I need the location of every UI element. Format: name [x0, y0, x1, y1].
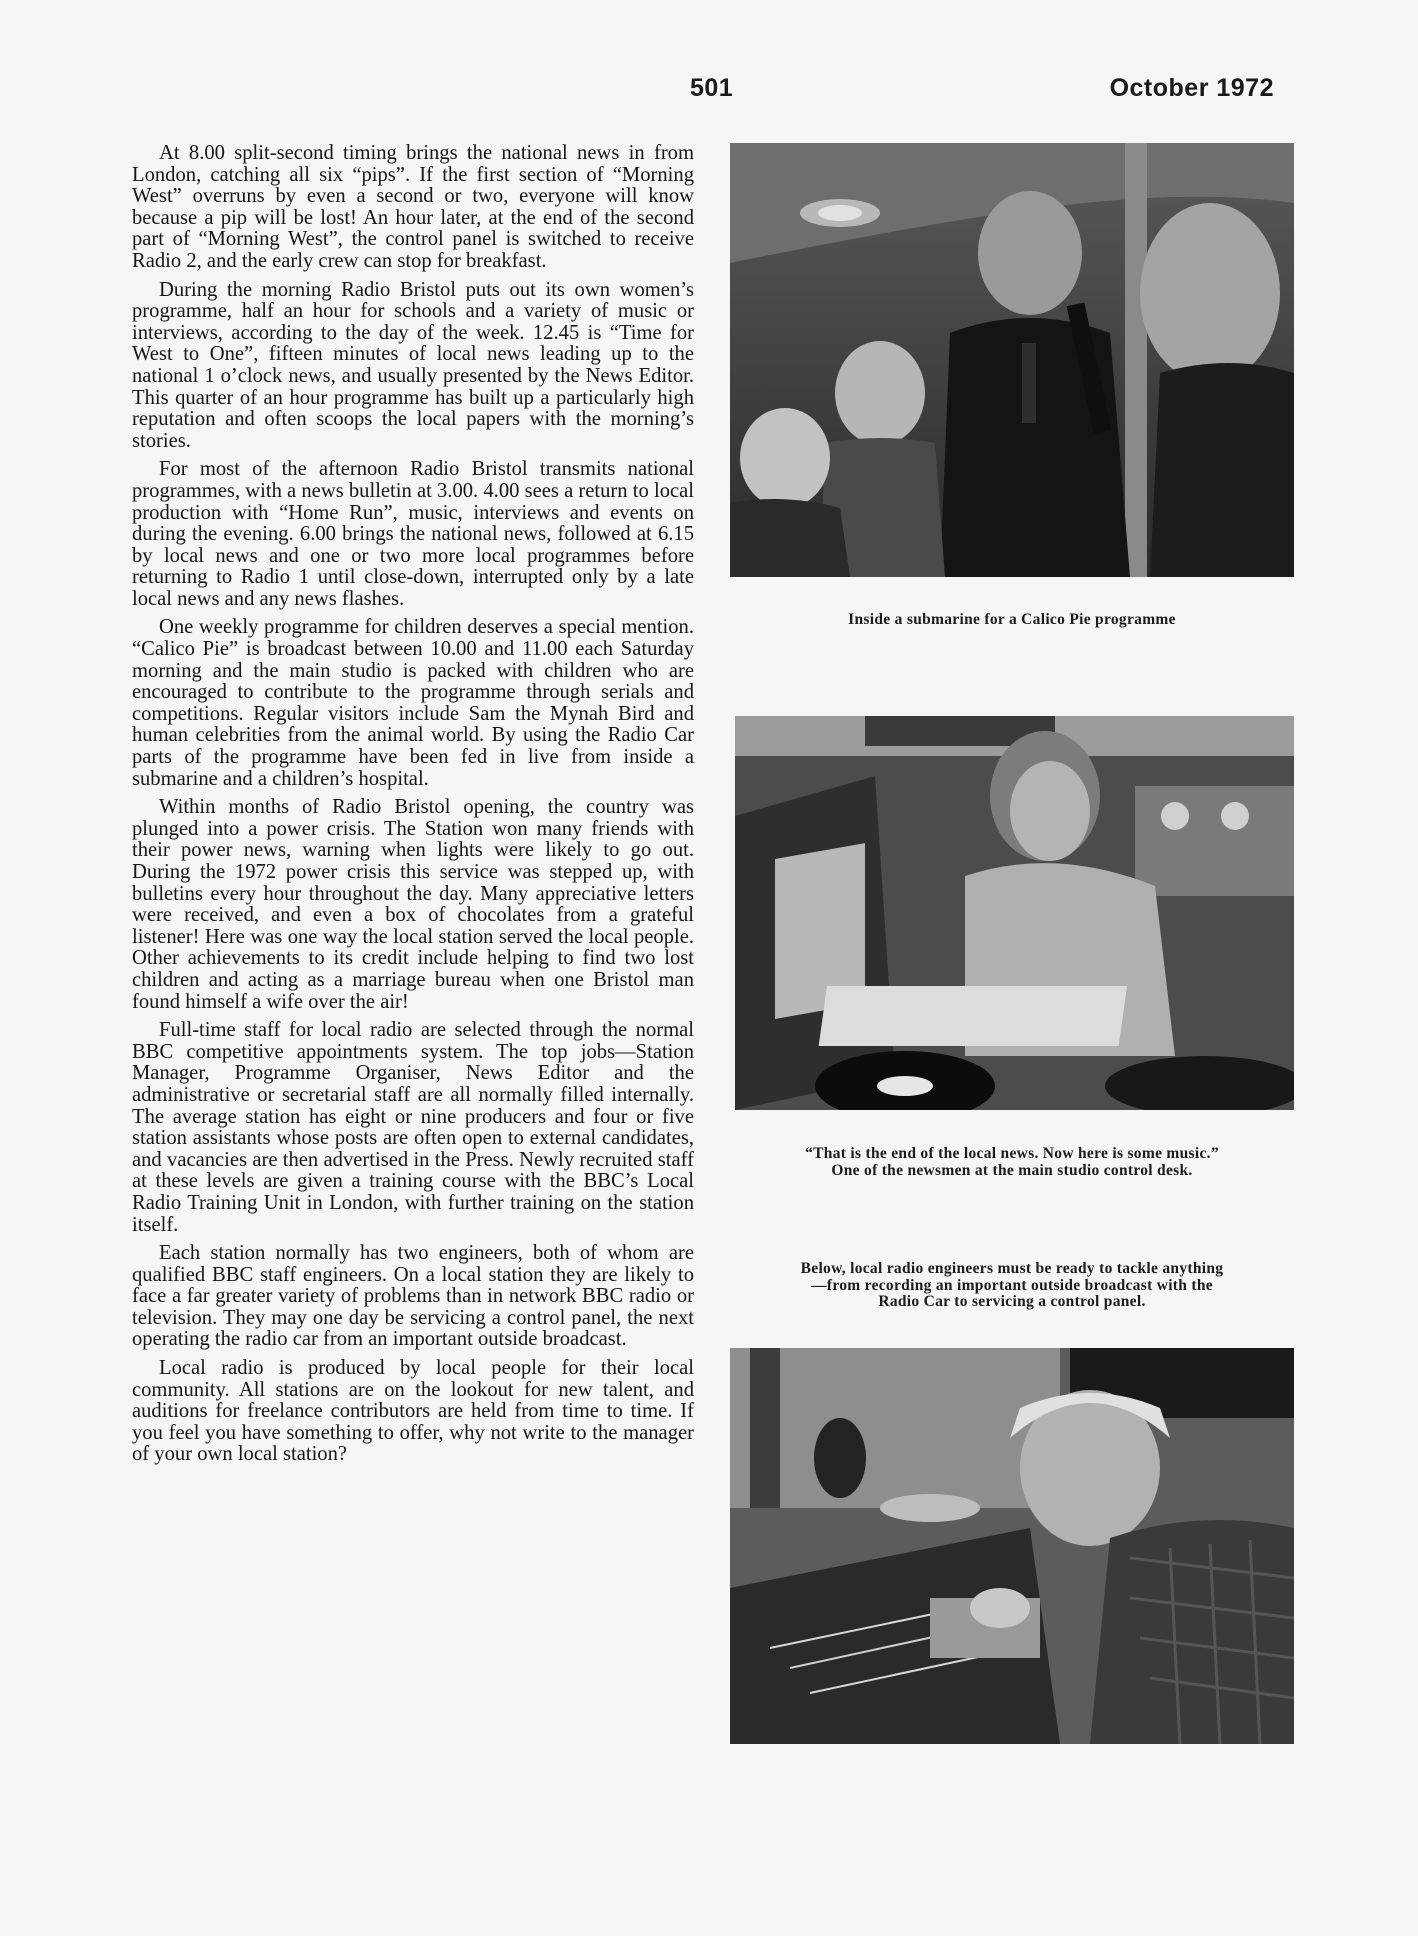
engineer-photo — [730, 1348, 1294, 1744]
studio-desk-caption-line-2: One of the newsmen at the main studio control desk. — [831, 1161, 1193, 1179]
article-paragraph: During the morning Radio Bristol puts out its own women’s programme, half an hour for schools and a variety of music or interviews, according to the day of the week. 12.45 is “Time for West to One”, fifteen minutes of local news leading up to the national 1 o’clock news, and usually presented by the News Editor. This quarter of an hour programme has built up a particularly high reputation and often scoops the local papers with the morning’s stories. — [132, 278, 694, 452]
article-paragraph: For most of the afternoon Radio Bristol transmits national programmes, with a news bulletin at 3.00. 4.00 sees a return to local production with “Home Run”, music, interviews and events on during the evening. 6.00 brings the national news, followed at 6.15 by local news and one or two more local programmes before returning to Radio 1 until close-down, interrupted only by a late local news and any news flashes. — [132, 458, 694, 610]
submarine-photo — [730, 143, 1294, 577]
engineer-caption — [730, 1261, 1294, 1311]
article-paragraph: At 8.00 split-second timing brings the national news in from London, catching all six “pips”. If the first section of “Morning West” overruns by even a second or two, everyone will know because a pip will be lost! An hour later, at the end of the second part of “Morning West”, the control panel is switched to receive Radio 2, and the early crew can stop for breakfast. — [132, 142, 694, 272]
studio-desk-caption — [730, 1146, 1294, 1179]
article-text-column — [132, 143, 694, 1473]
submarine-caption: Inside a submarine for a Calico Pie programme — [848, 611, 1176, 628]
engineer-caption-line-3: Radio Car to servicing a control panel. — [878, 1293, 1146, 1310]
issue-date: October 1972 — [1109, 74, 1274, 102]
article-paragraph: Within months of Radio Bristol opening, the country was plunged into a power crisis. The Station won many friends with their power news, warning when lights were likely to go out. During the 1972 power crisis this service was stepped up, with bulletins every hour throughout the day. Many appreciative letters were received, and even a box of chocolates from a grateful listener! Here was one way the local station served the local people. Other achievements to its credit include helping to find two lost children and acting as a marriage bureau when one Bristol man found himself a wife over the air! — [132, 796, 694, 1013]
article-paragraph: Each station normally has two engineers, both of whom are qualified BBC staff engineers. On a local station they are likely to face a far greater variety of problems than in network BBC radio or television. They may one day be servicing a control panel, the next operating the radio car from an important outside broadcast. — [132, 1242, 694, 1351]
article-paragraph: Full-time staff for local radio are selected through the normal BBC competitive appointments system. The top jobs—Station Manager, Programme Organiser, News Editor and the administrative or secretarial staff are all normally filled internally. The average station has eight or nine producers and four or five station assistants whose posts are often open to external candidates, and vacancies are then advertised in the Press. Newly recruited staff at these levels are given a training course with the BBC’s Local Radio Training Unit in London, with further training on the station itself. — [132, 1019, 694, 1236]
article-paragraph: One weekly programme for children deserves a special mention. “Calico Pie” is broadcast between 10.00 and 11.00 each Saturday morning and the main studio is packed with children who are encouraged to contribute to the programme through serials and competitions. Regular visitors include Sam the Mynah Bird and human celebrities from the animal world. By using the Radio Car parts of the programme have been fed in live from inside a submarine and a children’s hospital. — [132, 616, 694, 790]
page-number: 501 — [690, 74, 734, 102]
studio-desk-photo — [735, 716, 1294, 1110]
engineer-caption-line-1: Below, local radio engineers must be ready to tackle anything — [800, 1260, 1224, 1277]
article-paragraph: Local radio is produced by local people for their local community. All stations are on the lookout for new talent, and auditions for freelance contributors are held from time to time. If you feel you have something to offer, why not write to the manager of your own local station? — [132, 1357, 694, 1466]
engineer-caption-line-2: —from recording an important outside broadcast with the — [811, 1276, 1213, 1294]
studio-desk-caption-line-1: “That is the end of the local news. Now here is some music.” — [805, 1145, 1219, 1162]
